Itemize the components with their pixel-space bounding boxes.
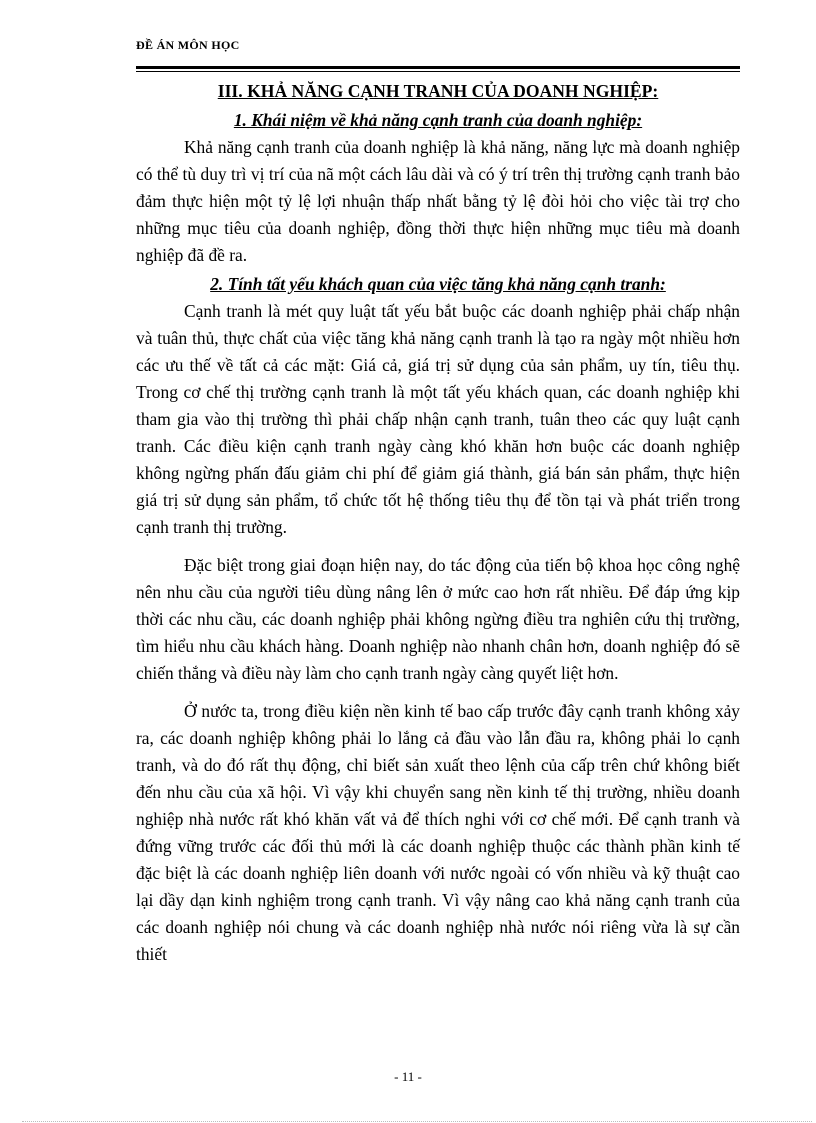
- page-header: ĐỀ ÁN MÔN HỌC: [136, 38, 240, 52]
- document-body: [136, 78, 740, 968]
- section-heading: III. KHẢ NĂNG CẠNH TRANH CỦA DOANH NGHIỆP:: [217, 81, 659, 101]
- subsection-1-heading: 1. Khái niệm về khả năng cạnh tranh của doanh nghiệp:: [233, 110, 643, 130]
- subsection-2-heading: 2. Tính tất yếu khách quan của việc tăng khả năng cạnh tranh:: [210, 274, 666, 294]
- paragraph-vietnam: Ở nước ta, trong điều kiện nền kinh tế bao cấp trước đây cạnh tranh không xảy ra, các doanh nghiệp không phải lo lắng cả đầu vào lẫn đầu ra, không phải lo cạnh tranh, và do đó rất thụ động, chỉ biết sản xuất theo lệnh của cấp trên chứ không biết đến nhu cầu của xã hội. Vì vậy khi chuyển sang nền kinh tế thị trường, nhiều doanh nghiệp nhà nước rất khó khăn vất vả để thích nghi với cơ chế mới. Để cạnh tranh và đứng vững trước các đối thủ mới là các doanh nghiệp thuộc các thành phần kinh tế đặc biệt là các doanh nghiệp liên doanh với nước ngoài có vốn nhiều và kỹ thuật cao lại dầy dạn kinh nghiệm trong cạnh tranh. Vì vậy nâng cao khả năng cạnh tranh của các doanh nghiệp nói chung và các doanh nghiệp nhà nước nói riêng vừa là sự cần thiết: [136, 701, 740, 964]
- paragraph-competition-law: Cạnh tranh là mét quy luật tất yếu bắt buộc các doanh nghiệp phải chấp nhận và tuân thủ, thực chất của việc tăng khả năng cạnh tranh là tạo ra ngày một nhiều hơn các ưu thế về tất cả các mặt: Giá cả, giá trị sử dụng của sản phẩm, uy tín, tiêu thụ. Trong cơ chế thị trường cạnh tranh là một tất yếu khách quan, các doanh nghiệp khi tham gia vào thị trường thì phải chấp nhận cạnh tranh, tuân theo các quy luật cạnh tranh. Các điều kiện cạnh tranh ngày càng khó khăn hơn buộc các doanh nghiệp không ngừng phấn đấu giảm chi phí để giảm giá thành, giá bán sản phẩm, thực hiện giá trị sử dụng sản phẩm, tổ chức tốt hệ thống tiêu thụ để tồn tại và phát triển trong cạnh tranh thị trường.: [136, 301, 740, 537]
- paragraph-current-period: Đặc biệt trong giai đoạn hiện nay, do tác động của tiến bộ khoa học công nghệ nên nhu cầu của người tiêu dùng nâng lên ở mức cao hơn rất nhiều. Để đáp ứng kịp thời các nhu cầu, các doanh nghiệp phải không ngừng điều tra nghiên cứu thị trường, tìm hiểu nhu cầu khách hàng. Doanh nghiệp nào nhanh chân hơn, doanh nghiệp đó sẽ chiến thắng và điều này làm cho cạnh tranh ngày càng quyết liệt hơn.: [136, 555, 740, 683]
- page-bottom-dotted-line: [22, 1121, 812, 1122]
- header-rule-thin: [136, 71, 740, 72]
- page-number: - 11 -: [394, 1069, 422, 1084]
- header-rule-thick: [136, 66, 740, 69]
- paragraph-definition: Khả năng cạnh tranh của doanh nghiệp là khả năng, năng lực mà doanh nghiệp có thể tù duy trì vị trí của nã một cách lâu dài và có ý trí trên thị trường cạnh tranh bảo đảm thực hiện một tỷ lệ lợi nhuận thấp nhất bằng tỷ lệ đòi hỏi cho việc tài trợ cho những mục tiêu của doanh nghiệp, đồng thời thực hiện những mục tiêu mà doanh nghiệp đã đề ra.: [136, 137, 740, 265]
